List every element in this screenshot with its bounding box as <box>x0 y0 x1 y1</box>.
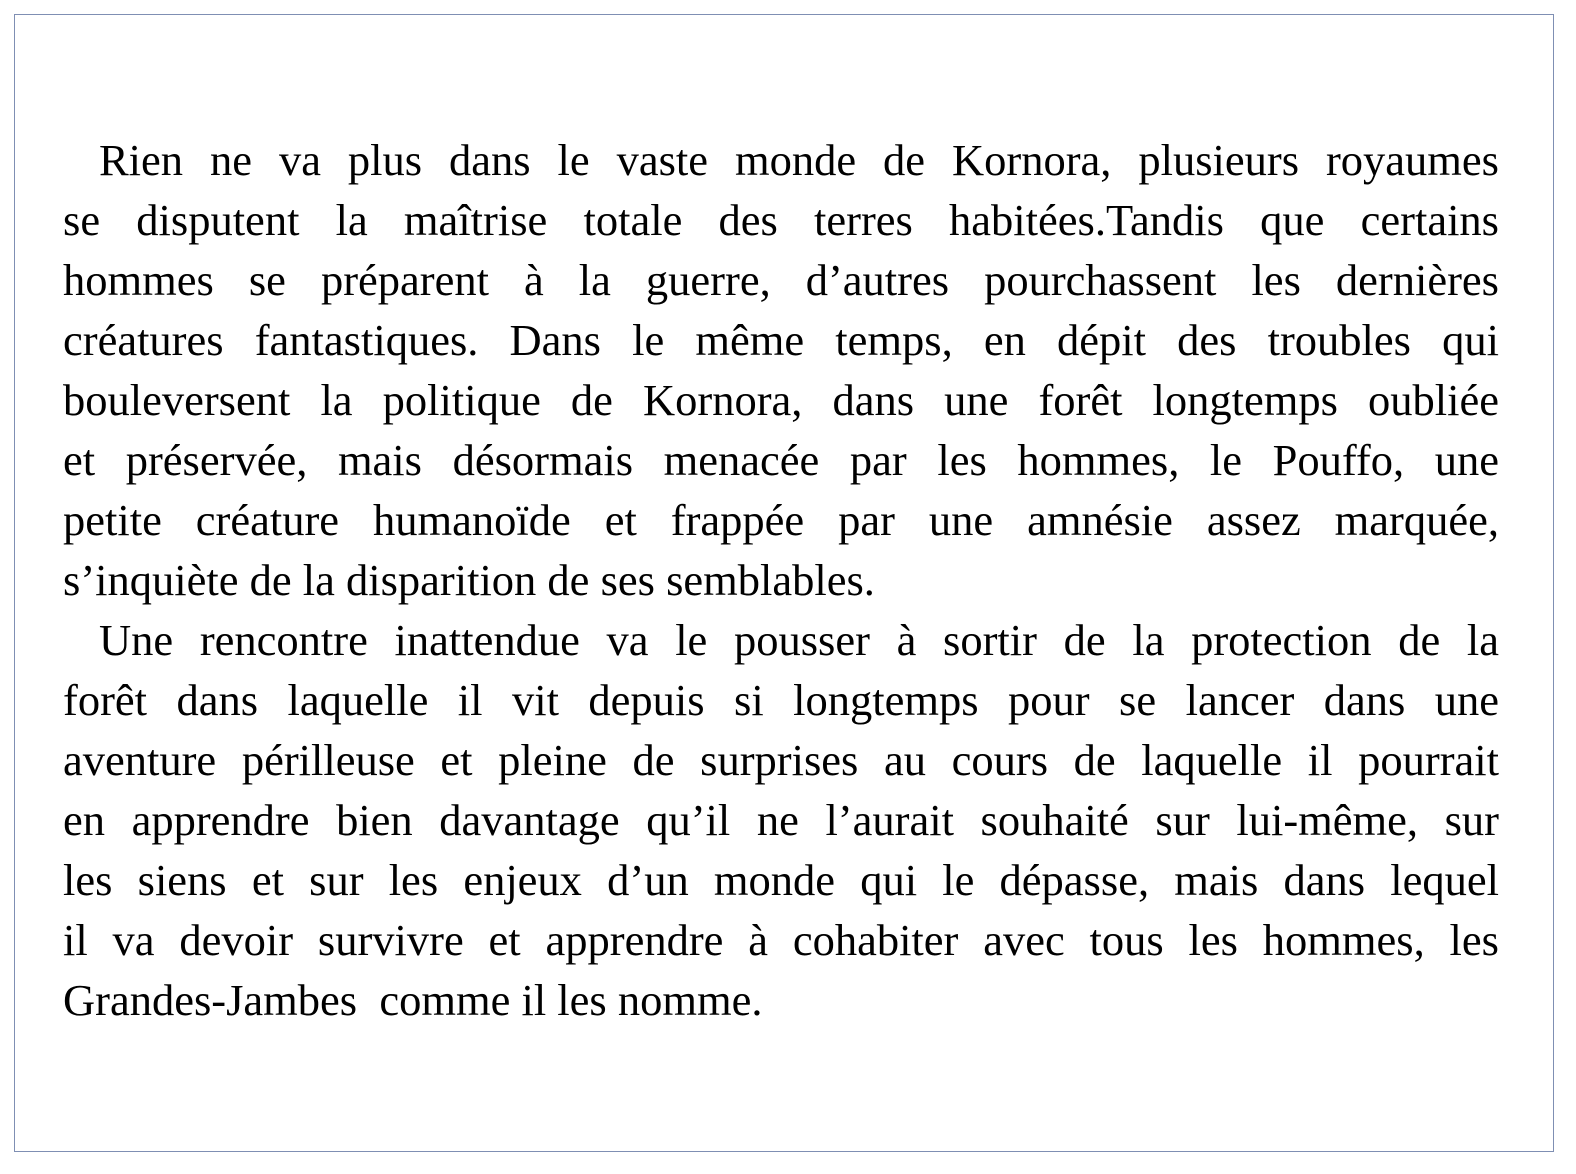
text-line: s’inquiète de la disparition de ses semblables. <box>63 555 875 605</box>
paragraph-1 <box>63 130 1499 610</box>
page-frame <box>14 14 1554 1152</box>
text-line: Une rencontre inattendue va le pousser à sortir de la protection de la <box>99 615 1499 665</box>
text-line: les siens et sur les enjeux d’un monde qui le dépasse, mais dans lequel <box>63 855 1499 905</box>
text-line: se disputent la maîtrise totale des terres habitées.Tandis que certains <box>63 195 1499 245</box>
text-line: forêt dans laquelle il vit depuis si longtemps pour se lancer dans une <box>63 675 1499 725</box>
text-line: créatures fantastiques. Dans le même temps, en dépit des troubles qui <box>63 315 1499 365</box>
text-line: hommes se préparent à la guerre, d’autres pourchassent les dernières <box>63 255 1499 305</box>
text-line: Rien ne va plus dans le vaste monde de Kornora, plusieurs royaumes <box>99 135 1499 185</box>
text-block <box>63 130 1499 1030</box>
text-line: petite créature humanoïde et frappée par une amnésie assez marquée, <box>63 495 1499 545</box>
text-line: et préservée, mais désormais menacée par les hommes, le Pouffo, une <box>63 435 1499 485</box>
paragraph-2 <box>63 610 1499 1030</box>
text-line: Grandes-Jambes comme il les nomme. <box>63 975 763 1025</box>
text-line: il va devoir survivre et apprendre à cohabiter avec tous les hommes, les <box>63 915 1499 965</box>
text-line: bouleversent la politique de Kornora, dans une forêt longtemps oubliée <box>63 375 1499 425</box>
text-line: en apprendre bien davantage qu’il ne l’aurait souhaité sur lui-même, sur <box>63 795 1499 845</box>
text-line: aventure périlleuse et pleine de surprises au cours de laquelle il pourrait <box>63 735 1499 785</box>
